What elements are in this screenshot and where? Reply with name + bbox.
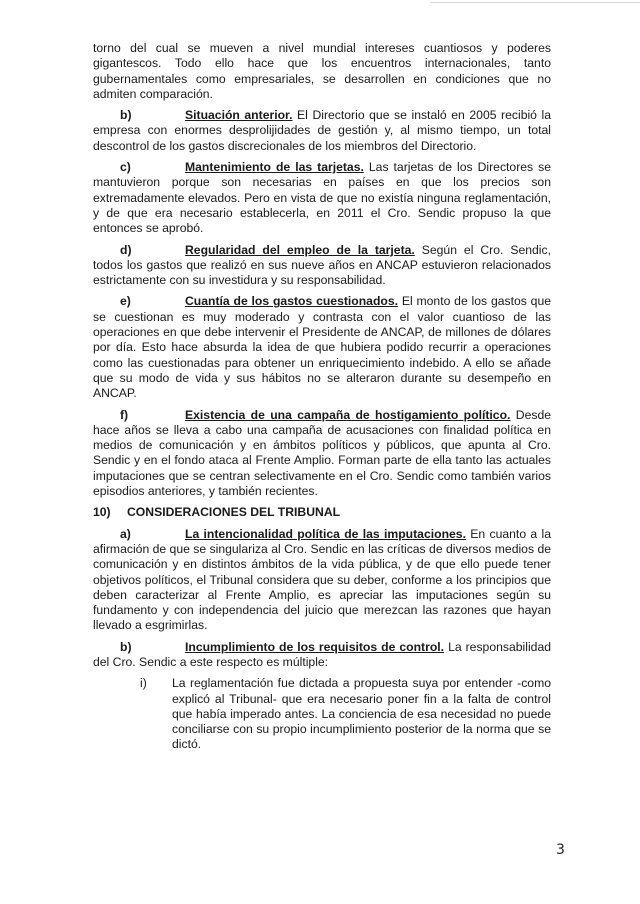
paragraph-b [93, 108, 551, 154]
paragraph-f [93, 408, 551, 500]
item-title: La intencionalidad política de las imputaciones. [185, 526, 466, 541]
item-label: d) [120, 242, 132, 257]
scan-edge-line [430, 2, 640, 3]
intro-paragraph: torno del cual se mueven a nivel mundial intereses cuantiosos y poderes gigantescos. Todo ello hace que los encuentros internacionales, tanto gubernamentales como empresariales, se desarrollen en condiciones que no admiten comparación. [93, 41, 551, 101]
item-label: e) [120, 294, 131, 309]
item-title: Situación anterior. [185, 108, 293, 123]
paragraph-10a [93, 527, 551, 634]
item-text: El Directorio que se instaló en 2005 recibió la empresa con enormes desprolijidades de gestión y, al mismo tiempo, un total descontrol de los gastos discrecionales de los miembros del Directorio. [93, 108, 551, 153]
item-text: El monto de los gastos que se cuestionan es muy moderado y contrasta con el valor cuantioso de las operaciones en que debe intervenir el Presidente de ANCAP, de millones de dólares por día. Esto hace absurda la idea de que hubiera podido recurrir a operaciones como las cuestionadas para obtener un enriquecimiento indebido. A ello se añade que su modo de vida y sus hábitos no se alteraron durante su desempeño en ANCAP. [93, 294, 551, 401]
item-title: Mantenimiento de las tarjetas. [185, 160, 364, 175]
item-title: Existencia de una campaña de hostigamiento político. [185, 407, 511, 422]
item-text: En cuanto a la afirmación de que se singulariza al Cro. Sendic en las críticas de diversos medios de comunicación y en distintos ámbitos de la vida pública, y de que ello puede tener objetivos políticos, el Tribunal considera que su deber, conforme a los principios que deben caracterizar al Frente Amplio, es apreciar las imputaciones según su fundamento y con independencia del juicio que merezcan las razones que hayan llevado a esgrimirlas. [93, 526, 551, 633]
paragraph-c [93, 160, 551, 236]
item-title: Cuantía de los gastos cuestionados. [185, 294, 399, 309]
item-label: c) [120, 160, 131, 175]
subitem-i [93, 676, 551, 752]
item-title: Incumplimiento de los requisitos de control. [185, 639, 445, 654]
page-number: 3 [556, 842, 565, 858]
item-text: Las tarjetas de los Directores se mantuvieron porque son necesarias en países en que los precios son extremadamente elevados. Pero en vista de que no existía ninguna reglamentación, y de que era necesario establecerla, en 2011 el Cro. Sendic propuso la que entonces se aprobó. [93, 160, 552, 236]
subitem-text: La reglamentación fue dictada a propuesta suya por entender -como explicó al Tribunal- que era necesario poner fin a la falta de control que había imperado antes. La conciencia de esa necesidad no puede conciliarse con su propio incumplimiento posterior de la norma que se dictó. [172, 676, 551, 752]
item-title: Regularidad del empleo de la tarjeta. [185, 242, 415, 257]
item-label: f) [120, 407, 129, 422]
section-number: 10) [93, 505, 111, 520]
item-text: Desde hace años se lleva a cabo una campaña de acusaciones con finalidad política en medios de comunicación y en ámbitos políticos y públicos, que apunta al Cro. Sendic y en el fondo ataca al Frente Amplio. Forman parte de ella tanto las actuales imputaciones que se centran selectivamente en el Cro. Sendic como también varios episodios anteriores, y también recientes. [93, 407, 551, 499]
item-label: a) [120, 526, 131, 541]
item-text: La responsabilidad del Cro. Sendic a este respecto es múltiple: [93, 639, 551, 669]
section-title: CONSIDERACIONES DEL TRIBUNAL [127, 505, 341, 520]
paragraph-d [93, 243, 551, 289]
paragraph-10b [93, 640, 551, 671]
section-heading [93, 505, 551, 520]
item-label: b) [120, 108, 132, 123]
document-body [93, 41, 551, 753]
paragraph-e [93, 294, 551, 401]
item-label: b) [120, 639, 132, 654]
item-text: Según el Cro. Sendic, todos los gastos que realizó en sus nueve años en ANCAP estuvieron relacionados estrictamente con su investidura y su responsabilidad. [93, 242, 551, 288]
subitem-number: i) [140, 676, 147, 691]
